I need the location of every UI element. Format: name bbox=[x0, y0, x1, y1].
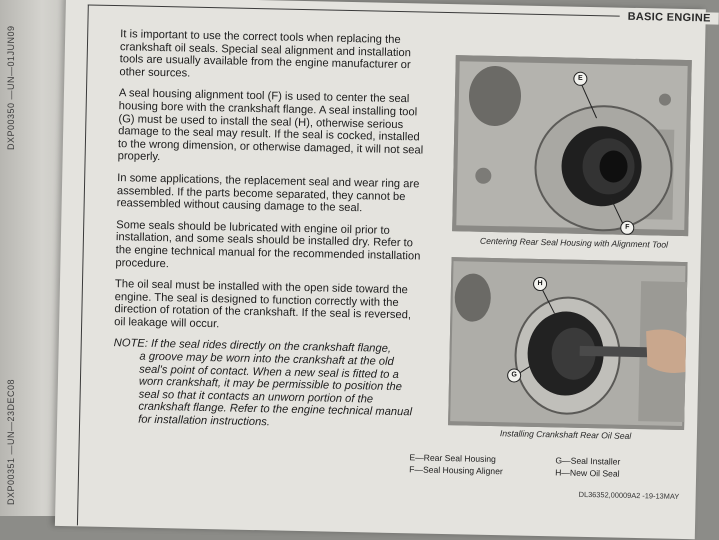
paragraph-alignment-tool: A seal housing alignment tool (F) is used to center the seal housing bore with the crankshaft flange. A seal installing tool (G) must be used to install the seal (H), otherwise serious damage to the seal may result. If the seal is cocked, installed to the wrong dimension, or otherwise damaged, it will not seal properly. bbox=[117, 87, 424, 164]
legend-f: F—Seal Housing Aligner bbox=[409, 464, 503, 477]
legend-h: H—New Oil Seal bbox=[555, 467, 620, 479]
callout-f: F bbox=[620, 221, 634, 235]
paragraph-wear-ring: In some applications, the replacement seal and wear ring are assembled. If the parts become separated, they cannot be reassembled without causing damage to the seal. bbox=[116, 172, 420, 215]
figure-2-caption: Installing Crankshaft Rear Oil Seal bbox=[499, 428, 632, 441]
callout-g: G bbox=[507, 368, 521, 382]
engine-block-photo-1 bbox=[452, 55, 692, 236]
paragraph-tools: It is important to use the correct tools when replacing the crankshaft oil seals. Special seal alignment and installation tools are usually available from the engine manufacturer or other sources. bbox=[119, 28, 412, 80]
callout-h: H bbox=[533, 277, 547, 291]
paragraph-orientation: The oil seal must be installed with the open side toward the engine. The seal is designed to function correctly with the direction of rotation of the crankshaft. If the seal is reversed, oil leakage will occur. bbox=[114, 278, 412, 331]
callout-e: E bbox=[573, 72, 587, 86]
figure-seal-housing-alignment bbox=[452, 55, 692, 236]
note-paragraph bbox=[112, 338, 424, 433]
manual-page bbox=[55, 0, 711, 539]
page-frame bbox=[77, 4, 709, 538]
section-header: BASIC ENGINE bbox=[620, 11, 719, 25]
paragraph-lubrication: Some seals should be lubricated with engine oil prior to installation, and some seals should be installed dry. Refer to the engine technical manual for the recommended installation procedure. bbox=[115, 218, 421, 270]
side-code-top: DXP00350 —UN—01JUN09 bbox=[6, 25, 16, 150]
body-text-column bbox=[112, 28, 430, 441]
note-body: a groove may be worn into the crankshaft at the old seal's point of contact. When a new seal is fitted to a worn crankshaft, it may be permissible to position the seal so that it contacts an unworn portion of the crankshaft flange. Refer to the engine technical manual for installation instructions. bbox=[138, 350, 413, 429]
legend-e: E—Rear Seal Housing bbox=[409, 452, 496, 465]
note-lead: NOTE: If the seal rides directly on the crankshaft flange, bbox=[113, 337, 392, 356]
figure-1-caption: Centering Rear Seal Housing with Alignment Tool bbox=[479, 235, 669, 250]
engine-block-photo-2 bbox=[448, 257, 687, 430]
document-reference: DL36352,00009A2 -19-13MAY bbox=[578, 489, 680, 501]
figure-seal-installation bbox=[448, 257, 687, 430]
side-code-bottom: DXP00351 —UN—23DEC08 bbox=[6, 378, 16, 505]
legend-g: G—Seal Installer bbox=[555, 455, 621, 467]
